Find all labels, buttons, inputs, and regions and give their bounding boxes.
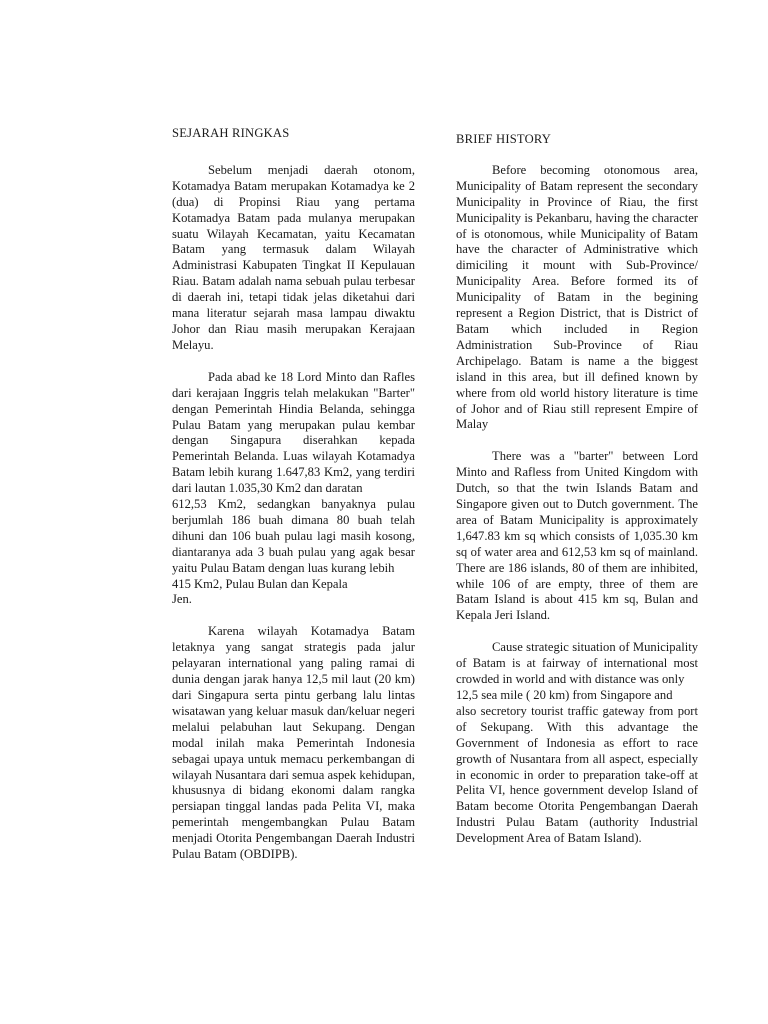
right-paragraph-3-line [456,688,698,704]
right-paragraph-3 [456,640,698,688]
right-column [456,126,698,863]
left-paragraph-2b-text: 612,53 Km2, sedangkan banyaknya pulau berjumlah 186 buah dimana 80 buah telah dihuni dan 106 buah pulau lagi masih kosong, diantaranya ada 3 buah pulau yang agak besar yaitu Pulau Batam dengan luas kurang lebih [172,497,415,575]
left-column [172,126,415,879]
left-paragraph-2-text: Pada abad ke 18 Lord Minto dan Rafles dari kerajaan Inggris telah melakukan "Barter" dengan Pemerintah Hindia Belanda, sehingga Pulau Batam yang merupakan pulau kembar dengan Singapura diserahkan kepada Pemerintah Belanda. Luas wilayah Kotamadya Batam lebih kurang 1.647,83 Km2, yang terdiri dari lautan 1.035,30 Km2 dan daratan [172,369,415,496]
heading-sejarah-ringkas: SEJARAH RINGKAS [172,126,290,140]
left-paragraph-2c-text: 415 Km2, Pulau Bulan dan Kepala [172,576,348,591]
right-paragraph-1-text: Before becoming otonomous area, Municipality of Batam represent the secondary Municipality in Province of Riau, the first Municipality is Pekanbaru, having the character of is otonomous, while Municipality of Batam have the character of Administrative which dimiciling it mount with Sub-Province/ Municipality Area. Before formed its of Municipality of Batam in the begining represent a Region District, that is District of Batam which included in Region Administration Sub-Province of Riau Archipelago. Batam is name a the biggest island in this area, but ill defined known by where from old world history literature is time of Johor and of Riau still represent Empire of Malay [456,162,698,432]
left-paragraph-3-text: Karena wilayah Kotamadya Batam letaknya yang sangat strategis pada jalur pelayaran international yang paling ramai di dunia dengan jarak hanya 12,5 mil laut (20 km) dari Singapura serta pintu gerbang lalu lintas wisatawan yang keluar masuk dan/keluar negeri melalui pelabuhan laut Sekupang. Dengan modal inilah maka Pemerintah Indonesia sebagai upaya untuk memacu perkembangan di wilayah Nusantara dari semua aspek kehidupan, khususnya di bidang ekonomi dalam rangka persiapan tinggal landas pada Pelita VI, maka pemerintah mengembangkan Pulau Batam menjadi Otorita Pengembangan Daerah Industri Pulau Batam (OBDIPB). [172,624,415,862]
left-paragraph-2-cont [172,497,415,577]
left-paragraph-2 [172,370,415,497]
right-paragraph-2-text: There was a "barter" between Lord Minto and Rafless from United Kingdom with Dutch, so that the twin Islands Batam and Singapore given out to Dutch government. The area of Batam Municipality is approximately 1,647.83 km sq which consists of 1,035.30 km sq of water area and 612,53 km sq of mainland. There are 186 islands, 80 of them are inhibited, while 106 of are empty, three of them are Batam Island is about 415 km sq, Bulan and Kepala Jeri Island. [456,449,698,623]
right-paragraph-3b-text: 12,5 sea mile ( 20 km) from Singapore and [456,688,673,702]
right-paragraph-3-cont [456,704,698,847]
right-paragraph-3c-text: also secretory tourist traffic gateway from port of Sekupang. With this advantage the Government of Indonesia as effort to race growth of Nusantara from all aspect, especially in economic in order to preparation take-off at Pelita VI, hence government develop Island of Batam become Otorita Pengembangan Daerah Industri Pulau Batam (authority Industrial Development Area of Batam Island). [456,703,698,846]
right-paragraph-1 [456,163,698,433]
right-paragraph-2 [456,449,698,624]
right-paragraph-3a-text: Cause strategic situation of Municipality of Batam is at fairway of international most crowded in world and with distance was only [456,640,698,687]
left-paragraph-3 [172,624,415,863]
heading-brief-history: BRIEF HISTORY [456,132,552,146]
left-paragraph-1 [172,163,415,354]
left-paragraph-1-text: Sebelum menjadi daerah otonom, Kotamadya Batam merupakan Kotamadya ke 2 (dua) di Propinsi Riau yang pertama Kotamadya Batam pada mulanya merupakan suatu Wilayah Kecamatan, yaitu Kecamatan Batam yang termasuk dalam Wilayah Administrasi Kabupaten Tingkat II Kepulauan Riau. Batam adalah nama sebuah pulau terbesar di daerah ini, tetapi tidak jelas diketahui dari mana literatur sejarah masa lampau diwaktu Johor dan Riau masih merupakan Kerajaan Melayu. [172,162,415,352]
left-paragraph-2d-text: Jen. [172,592,192,607]
